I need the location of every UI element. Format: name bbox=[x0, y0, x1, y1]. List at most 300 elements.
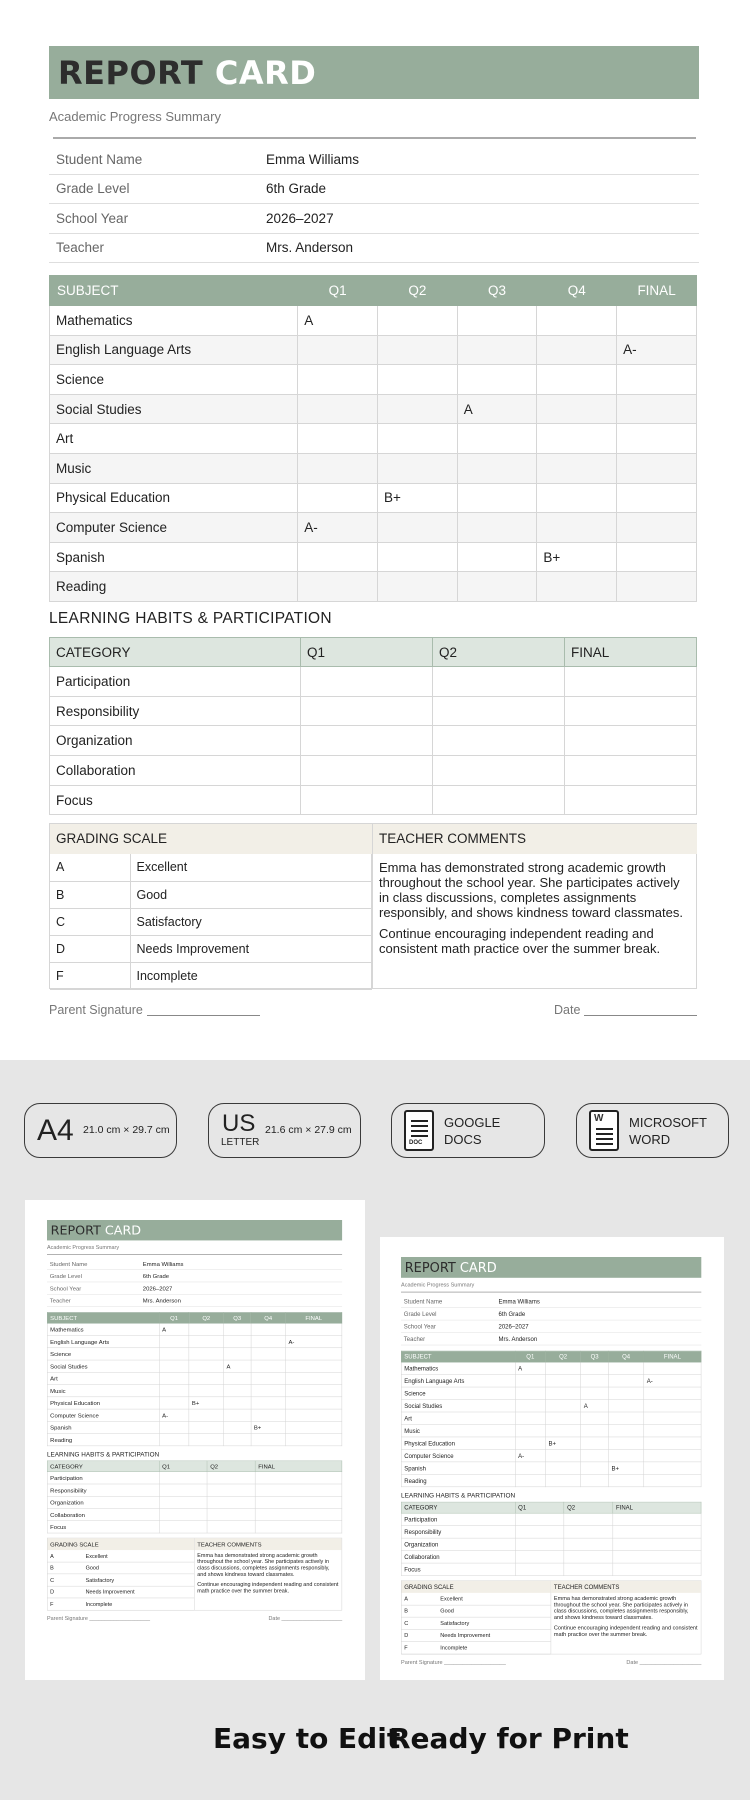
grade-cell: B+ bbox=[608, 1462, 643, 1474]
table-row bbox=[47, 1484, 342, 1496]
grade-cell bbox=[545, 1412, 580, 1424]
info-value: 6th Grade bbox=[498, 1310, 526, 1318]
grade-cell bbox=[515, 1462, 545, 1474]
habits-column-header: Q1 bbox=[301, 638, 433, 667]
info-row bbox=[401, 1308, 701, 1320]
subject-cell: Art bbox=[50, 424, 298, 454]
grade-cell bbox=[457, 335, 537, 365]
grade-cell bbox=[644, 1387, 701, 1399]
table-row bbox=[50, 908, 372, 935]
grade-cell bbox=[224, 1434, 251, 1446]
grade-cell bbox=[644, 1462, 701, 1474]
grade-cell bbox=[545, 1362, 580, 1374]
info-label: Teacher bbox=[403, 1335, 426, 1343]
scale-meaning: Satisfactory bbox=[440, 1620, 470, 1627]
grade-cell: B+ bbox=[251, 1421, 286, 1433]
grade-cell bbox=[537, 306, 617, 336]
grading-scale bbox=[401, 1581, 551, 1654]
table-row bbox=[50, 667, 697, 697]
grade-cell bbox=[224, 1323, 251, 1335]
grade-cell bbox=[537, 453, 617, 483]
preview-habits-table bbox=[401, 1502, 701, 1576]
grade-cell bbox=[457, 306, 537, 336]
grade-cell bbox=[537, 335, 617, 365]
grading-scale-title: GRADING SCALE bbox=[50, 824, 372, 854]
comment-paragraph: Continue encouraging independent reading and consistent math practice over the summer break. bbox=[379, 926, 661, 956]
table-row bbox=[401, 1513, 701, 1525]
us-letter-format-badge: US LETTER 21.6 cm × 27.9 cm bbox=[208, 1103, 361, 1158]
grade-cell bbox=[298, 394, 378, 424]
rating-cell bbox=[207, 1484, 255, 1496]
grade-cell bbox=[286, 1348, 342, 1360]
table-row bbox=[50, 453, 697, 483]
grade-cell bbox=[608, 1387, 643, 1399]
info-label: Grade Level bbox=[49, 1272, 82, 1280]
habits-column-header: Q2 bbox=[564, 1502, 613, 1513]
info-row bbox=[47, 1282, 342, 1294]
rating-cell bbox=[565, 696, 697, 726]
info-label: Teacher bbox=[49, 1296, 71, 1304]
rating-cell bbox=[433, 726, 565, 756]
grades-column-header: Q1 bbox=[159, 1312, 189, 1323]
scale-letter: D bbox=[50, 936, 130, 963]
grade-cell: A bbox=[224, 1360, 251, 1372]
table-row bbox=[50, 513, 697, 543]
signature-line bbox=[147, 1015, 260, 1016]
scale-and-comments bbox=[49, 823, 697, 989]
signature-line bbox=[584, 1015, 697, 1016]
grade-cell bbox=[159, 1385, 189, 1397]
table-row bbox=[401, 1526, 701, 1538]
grade-cell bbox=[457, 513, 537, 543]
grade-cell bbox=[377, 453, 457, 483]
grade-cell: A- bbox=[159, 1409, 189, 1421]
table-row bbox=[47, 1360, 342, 1372]
grade-cell bbox=[189, 1385, 224, 1397]
letter-preview bbox=[380, 1237, 724, 1680]
grade-cell bbox=[644, 1474, 701, 1486]
table-row bbox=[50, 424, 697, 454]
grade-cell bbox=[457, 483, 537, 513]
preview-info bbox=[401, 1295, 701, 1345]
grade-cell bbox=[286, 1360, 342, 1372]
grade-cell bbox=[581, 1424, 609, 1436]
table-row bbox=[47, 1323, 342, 1335]
grading-scale-title: GRADING SCALE bbox=[47, 1538, 194, 1550]
grade-cell bbox=[617, 483, 697, 513]
info-value: 2026–2027 bbox=[266, 210, 334, 226]
grade-cell bbox=[298, 365, 378, 395]
habits-header-row bbox=[50, 638, 697, 667]
table-row bbox=[50, 572, 697, 602]
grade-cell bbox=[189, 1360, 224, 1372]
parent-signature: Parent Signature bbox=[49, 1003, 260, 1017]
grade-cell: English Language Arts bbox=[47, 1336, 159, 1348]
rating-cell bbox=[613, 1563, 701, 1575]
microsoft-word-icon: W bbox=[589, 1110, 619, 1151]
info-label: School Year bbox=[56, 210, 129, 226]
grade-cell bbox=[537, 394, 617, 424]
grade-cell bbox=[545, 1424, 580, 1436]
preview-habits-table bbox=[47, 1461, 342, 1534]
date-signature: Date ____________________ bbox=[268, 1614, 343, 1622]
grade-cell: Music bbox=[401, 1424, 515, 1436]
grade-cell: Computer Science bbox=[401, 1449, 515, 1461]
table-row bbox=[47, 1385, 342, 1397]
grade-cell bbox=[644, 1424, 701, 1436]
grade-cell bbox=[298, 424, 378, 454]
signatures bbox=[401, 1659, 701, 1665]
rating-cell bbox=[613, 1526, 701, 1538]
rating-cell bbox=[255, 1509, 342, 1521]
grade-cell bbox=[545, 1387, 580, 1399]
rating-cell bbox=[515, 1538, 564, 1550]
comment-paragraph: Emma has demonstrated strong academic growth throughout the school year. She participates actively in class discussions, completes assignments responsibly, and shows kindness toward classmates. bbox=[553, 1594, 689, 1621]
rating-cell bbox=[159, 1484, 207, 1496]
rating-cell bbox=[255, 1521, 342, 1533]
scale-letter: B bbox=[50, 881, 130, 908]
teacher-comments bbox=[195, 1538, 342, 1610]
rating-cell bbox=[433, 696, 565, 726]
rating-cell bbox=[613, 1513, 701, 1525]
grades-header-row bbox=[47, 1312, 342, 1323]
table-row bbox=[401, 1412, 701, 1424]
subject-cell: Computer Science bbox=[50, 513, 298, 543]
grade-cell: A- bbox=[644, 1375, 701, 1387]
grade-cell: Mathematics bbox=[47, 1323, 159, 1335]
grade-cell: A- bbox=[617, 335, 697, 365]
info-row bbox=[49, 204, 699, 234]
grade-cell bbox=[377, 306, 457, 336]
scale-and-comments bbox=[47, 1538, 342, 1611]
grade-cell bbox=[608, 1424, 643, 1436]
teacher-comments-title: TEACHER COMMENTS bbox=[551, 1581, 701, 1593]
info-label: Grade Level bbox=[56, 181, 130, 197]
info-value: 2026–2027 bbox=[498, 1322, 529, 1330]
grades-column-header: FINAL bbox=[644, 1351, 701, 1362]
table-row bbox=[47, 1521, 342, 1533]
habits-table bbox=[49, 637, 697, 815]
rating-cell bbox=[301, 667, 433, 697]
rating-cell bbox=[564, 1526, 613, 1538]
scale-letter: A bbox=[50, 1552, 54, 1560]
grades-column-header: Q3 bbox=[457, 276, 537, 306]
info-row bbox=[49, 175, 699, 205]
grade-cell bbox=[189, 1409, 224, 1421]
grade-cell: A- bbox=[515, 1449, 545, 1461]
grade-cell: A bbox=[581, 1400, 609, 1412]
tagline-easy-to-edit: Easy to Edit bbox=[213, 1722, 401, 1755]
table-row bbox=[50, 881, 372, 908]
table-row bbox=[50, 365, 697, 395]
grade-cell bbox=[608, 1412, 643, 1424]
info-value: Mrs. Anderson bbox=[266, 240, 354, 256]
info-value: 6th Grade bbox=[142, 1272, 170, 1280]
table-row bbox=[401, 1375, 701, 1387]
table-row bbox=[401, 1362, 701, 1374]
grade-cell bbox=[224, 1336, 251, 1348]
info-label: Student Name bbox=[403, 1297, 443, 1305]
grades-column-header: Q2 bbox=[545, 1351, 580, 1362]
grades-column-header: SUBJECT bbox=[401, 1351, 515, 1362]
grade-cell bbox=[251, 1434, 286, 1446]
grade-cell bbox=[377, 572, 457, 602]
teacher-comments-body bbox=[372, 854, 697, 988]
grade-cell bbox=[581, 1362, 609, 1374]
table-row bbox=[47, 1421, 342, 1433]
grade-cell: A bbox=[159, 1323, 189, 1335]
grade-cell: English Language Arts bbox=[401, 1375, 515, 1387]
scale-row bbox=[401, 1593, 550, 1605]
table-row bbox=[50, 936, 372, 963]
table-row bbox=[50, 335, 697, 365]
scale-meaning: Incomplete bbox=[85, 1600, 113, 1608]
scale-meaning: Excellent bbox=[440, 1595, 463, 1602]
scale-meaning: Excellent bbox=[130, 854, 372, 881]
grade-cell bbox=[644, 1412, 701, 1424]
table-row bbox=[401, 1462, 701, 1474]
rating-cell bbox=[207, 1496, 255, 1508]
grade-cell bbox=[545, 1449, 580, 1461]
table-row bbox=[401, 1387, 701, 1399]
rating-cell bbox=[433, 785, 565, 815]
grade-cell bbox=[189, 1434, 224, 1446]
grade-cell bbox=[608, 1362, 643, 1374]
rating-cell bbox=[159, 1521, 207, 1533]
info-value: Emma Williams bbox=[266, 151, 359, 167]
habits-column-header: Q1 bbox=[515, 1502, 564, 1513]
grade-cell: Computer Science bbox=[47, 1409, 159, 1421]
grading-scale-table bbox=[50, 854, 372, 990]
page-subtitle: Academic Progress Summary bbox=[49, 109, 221, 124]
scale-meaning: Needs Improvement bbox=[85, 1588, 135, 1596]
grade-cell bbox=[224, 1421, 251, 1433]
info-label: Student Name bbox=[49, 1260, 88, 1267]
grade-cell bbox=[617, 453, 697, 483]
table-row bbox=[47, 1372, 342, 1384]
grades-column-header: FINAL bbox=[617, 276, 697, 306]
scale-letter: B bbox=[50, 1564, 54, 1572]
comment-paragraph: Continue encouraging independent reading and consistent math practice over the summer break. bbox=[553, 1624, 698, 1638]
info-label: Teacher bbox=[56, 240, 105, 256]
scale-letter: C bbox=[50, 908, 130, 935]
grade-cell bbox=[617, 424, 697, 454]
info-row bbox=[401, 1333, 701, 1345]
grade-cell: Physical Education bbox=[47, 1397, 159, 1409]
microsoft-word-badge: W MICROSOFT WORD bbox=[576, 1103, 729, 1158]
grades-column-header: Q2 bbox=[189, 1312, 224, 1323]
grades-table bbox=[49, 275, 697, 602]
grade-cell bbox=[608, 1375, 643, 1387]
table-row bbox=[50, 785, 697, 815]
subject-cell: Mathematics bbox=[50, 306, 298, 336]
preview-grades-table bbox=[401, 1351, 701, 1487]
parent-signature: Parent Signature ____________________ bbox=[47, 1614, 151, 1622]
category-cell: Responsibility bbox=[50, 696, 301, 726]
scale-letter: D bbox=[404, 1632, 409, 1639]
scale-letter: A bbox=[50, 854, 130, 881]
scale-meaning: Excellent bbox=[85, 1552, 108, 1560]
info-value: Emma Williams bbox=[498, 1297, 540, 1305]
table-row bbox=[47, 1434, 342, 1446]
scale-row bbox=[47, 1550, 194, 1562]
habits-column-header: CATEGORY bbox=[401, 1502, 515, 1513]
scale-letter: F bbox=[50, 1600, 54, 1608]
grade-cell bbox=[224, 1409, 251, 1421]
category-cell: Collaboration bbox=[47, 1509, 159, 1521]
category-cell: Responsibility bbox=[401, 1526, 515, 1538]
preview-title: REPORT CARD bbox=[47, 1220, 342, 1240]
grade-cell bbox=[515, 1437, 545, 1449]
scale-meaning: Needs Improvement bbox=[130, 936, 372, 963]
grade-cell bbox=[251, 1397, 286, 1409]
grade-cell bbox=[457, 542, 537, 572]
table-row bbox=[47, 1509, 342, 1521]
table-row bbox=[401, 1551, 701, 1563]
habits-title: LEARNING HABITS & PARTICIPATION bbox=[47, 1450, 160, 1458]
scale-meaning: Satisfactory bbox=[85, 1576, 115, 1584]
title-bar bbox=[49, 46, 699, 99]
subject-cell: English Language Arts bbox=[50, 335, 298, 365]
rating-cell bbox=[565, 785, 697, 815]
grade-cell bbox=[457, 572, 537, 602]
grade-cell bbox=[537, 365, 617, 395]
grade-cell: B+ bbox=[537, 542, 617, 572]
grade-cell bbox=[224, 1385, 251, 1397]
grade-cell bbox=[537, 513, 617, 543]
signatures bbox=[47, 1615, 342, 1621]
grade-cell bbox=[377, 394, 457, 424]
grades-header-row bbox=[50, 276, 697, 306]
info-value: 6th Grade bbox=[266, 181, 327, 197]
scale-meaning: Satisfactory bbox=[130, 908, 372, 935]
grade-cell bbox=[251, 1336, 286, 1348]
grade-cell: B+ bbox=[545, 1437, 580, 1449]
grade-cell bbox=[251, 1409, 286, 1421]
category-cell: Organization bbox=[50, 726, 301, 756]
scale-meaning: Needs Improvement bbox=[440, 1632, 491, 1639]
category-cell: Focus bbox=[47, 1521, 159, 1533]
habits-column-header: Q2 bbox=[433, 638, 565, 667]
table-row bbox=[50, 756, 697, 786]
grade-cell: Music bbox=[47, 1385, 159, 1397]
scale-meaning: Good bbox=[130, 881, 372, 908]
grade-cell bbox=[617, 542, 697, 572]
grade-cell bbox=[189, 1372, 224, 1384]
grade-cell bbox=[537, 483, 617, 513]
table-row bbox=[401, 1424, 701, 1436]
grade-cell bbox=[608, 1400, 643, 1412]
grade-cell bbox=[298, 335, 378, 365]
table-row bbox=[401, 1449, 701, 1461]
scale-row bbox=[401, 1617, 550, 1629]
grades-column-header: Q3 bbox=[224, 1312, 251, 1323]
category-cell: Focus bbox=[50, 785, 301, 815]
grade-cell bbox=[581, 1375, 609, 1387]
grade-cell bbox=[298, 572, 378, 602]
scale-letter: A bbox=[404, 1595, 408, 1602]
divider bbox=[401, 1292, 701, 1293]
grade-cell bbox=[581, 1462, 609, 1474]
info-row bbox=[47, 1258, 342, 1270]
table-row bbox=[401, 1538, 701, 1550]
a4-format-badge: A4 21.0 cm × 29.7 cm bbox=[24, 1103, 177, 1158]
grade-cell bbox=[377, 513, 457, 543]
info-label: School Year bbox=[403, 1322, 436, 1330]
rating-cell bbox=[301, 756, 433, 786]
habits-title: LEARNING HABITS & PARTICIPATION bbox=[49, 610, 332, 627]
grade-cell bbox=[189, 1336, 224, 1348]
table-row bbox=[50, 854, 372, 881]
info-label: School Year bbox=[49, 1284, 82, 1292]
grades-column-header: SUBJECT bbox=[50, 276, 298, 306]
grade-cell bbox=[224, 1372, 251, 1384]
rating-cell bbox=[255, 1496, 342, 1508]
grade-cell bbox=[286, 1434, 342, 1446]
rating-cell bbox=[433, 756, 565, 786]
preview-info bbox=[47, 1258, 342, 1307]
category-cell: Participation bbox=[47, 1472, 159, 1484]
grade-cell bbox=[251, 1372, 286, 1384]
grade-cell bbox=[286, 1421, 342, 1433]
grades-column-header: FINAL bbox=[286, 1312, 342, 1323]
grade-cell bbox=[159, 1434, 189, 1446]
grade-cell: Art bbox=[401, 1412, 515, 1424]
divider bbox=[47, 1254, 342, 1255]
table-row bbox=[47, 1496, 342, 1508]
comment-paragraph: Continue encouraging independent reading and consistent math practice over the summer break. bbox=[197, 1580, 339, 1594]
category-cell: Participation bbox=[50, 667, 301, 697]
preview-grades-table bbox=[47, 1312, 342, 1446]
grade-cell: B+ bbox=[377, 483, 457, 513]
habits-column-header: CATEGORY bbox=[47, 1461, 159, 1472]
habits-header-row bbox=[47, 1461, 342, 1472]
grade-cell bbox=[537, 572, 617, 602]
rating-cell bbox=[564, 1538, 613, 1550]
google-docs-icon: DOC bbox=[404, 1110, 434, 1151]
table-row bbox=[50, 696, 697, 726]
scale-meaning: Incomplete bbox=[130, 963, 372, 990]
category-cell: Collaboration bbox=[50, 756, 301, 786]
grade-cell bbox=[617, 572, 697, 602]
grade-cell bbox=[224, 1397, 251, 1409]
grades-column-header: Q4 bbox=[608, 1351, 643, 1362]
grading-scale-title: GRADING SCALE bbox=[401, 1581, 550, 1593]
table-row bbox=[401, 1400, 701, 1412]
category-cell: Collaboration bbox=[401, 1551, 515, 1563]
grade-cell: B+ bbox=[189, 1397, 224, 1409]
subject-cell: Social Studies bbox=[50, 394, 298, 424]
grade-cell bbox=[581, 1387, 609, 1399]
grade-cell bbox=[159, 1360, 189, 1372]
google-docs-badge: DOC GOOGLE DOCS bbox=[391, 1103, 545, 1158]
grade-cell bbox=[617, 394, 697, 424]
grade-cell bbox=[159, 1421, 189, 1433]
grade-cell bbox=[159, 1348, 189, 1360]
scale-letter: C bbox=[404, 1620, 409, 1627]
rating-cell bbox=[613, 1538, 701, 1550]
grade-cell bbox=[608, 1437, 643, 1449]
table-row bbox=[47, 1397, 342, 1409]
teacher-comments-title: TEACHER COMMENTS bbox=[372, 824, 697, 854]
grade-cell bbox=[286, 1372, 342, 1384]
info-row bbox=[49, 234, 699, 264]
rating-cell bbox=[159, 1509, 207, 1521]
grade-cell: Spanish bbox=[401, 1462, 515, 1474]
rating-cell bbox=[565, 756, 697, 786]
grade-cell bbox=[515, 1424, 545, 1436]
grade-cell bbox=[224, 1348, 251, 1360]
